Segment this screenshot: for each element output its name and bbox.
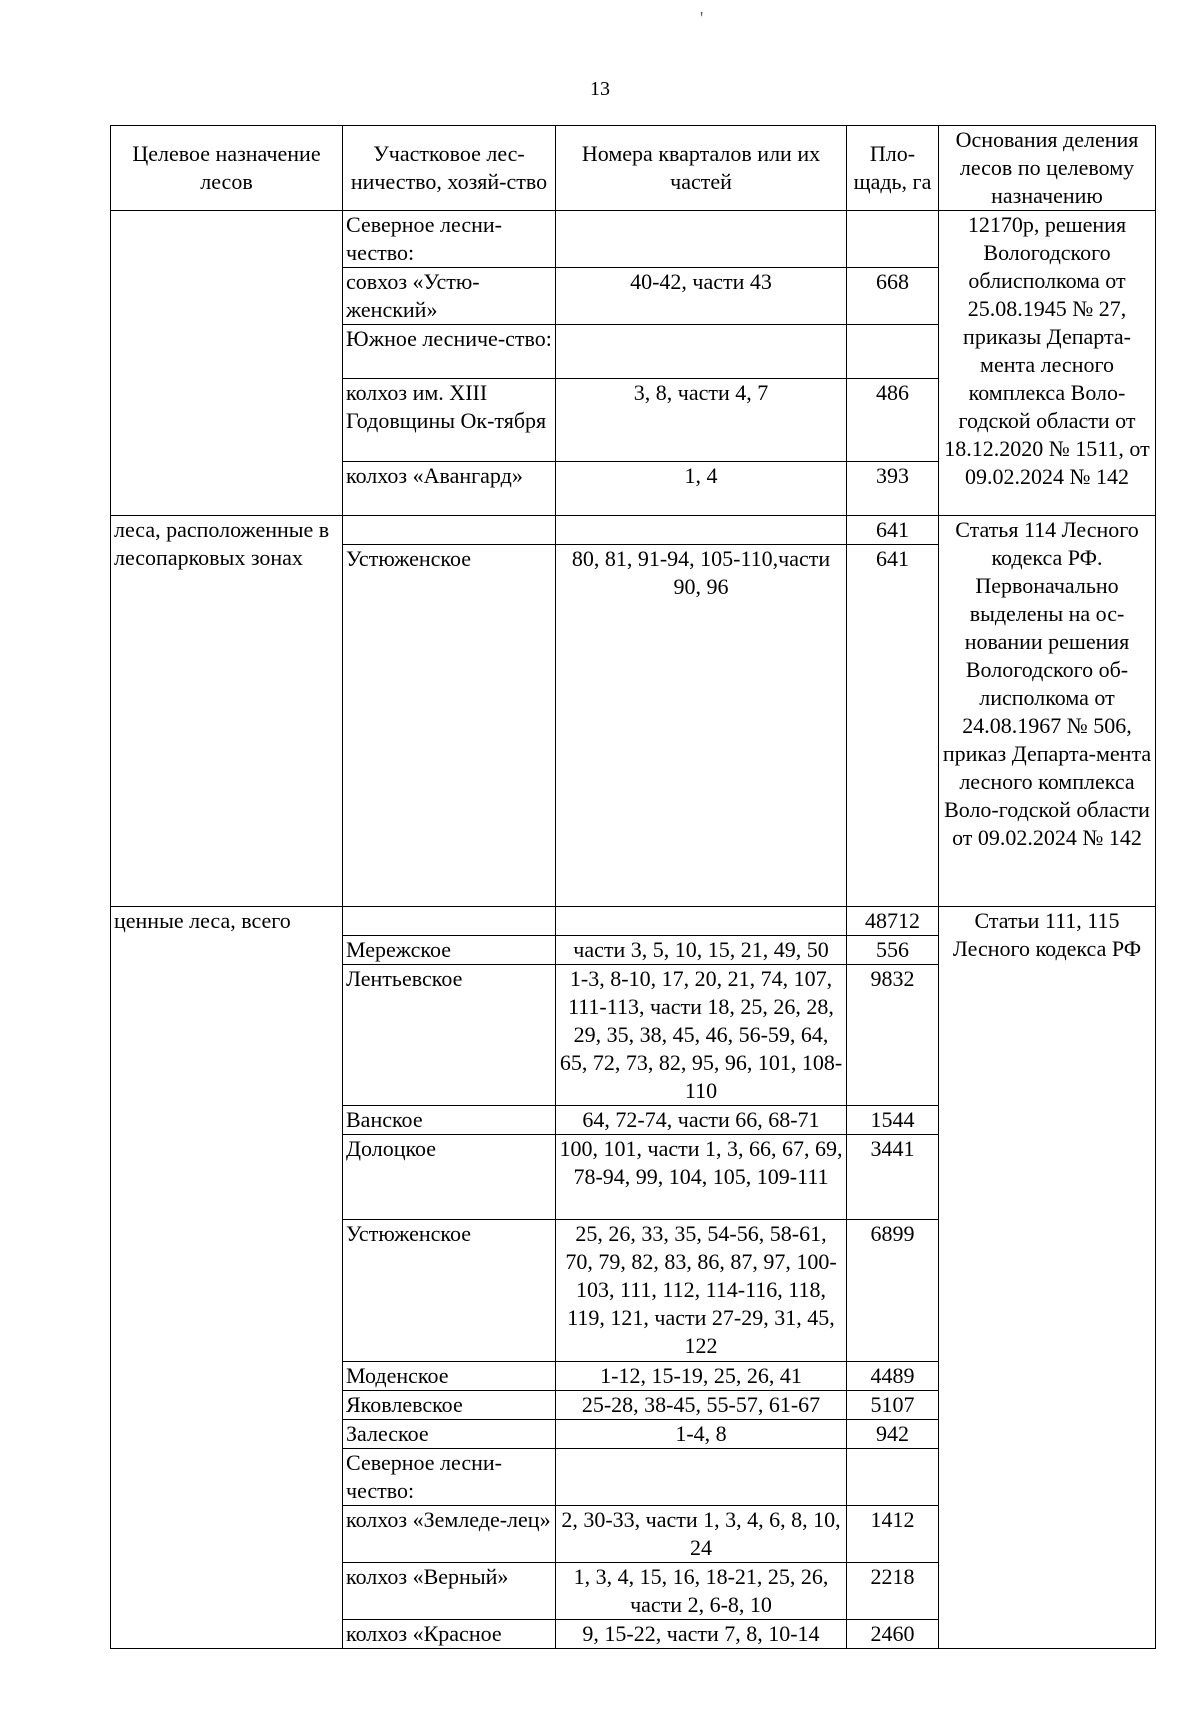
forestry-cell: Яковлевское — [343, 1391, 556, 1420]
area-cell: 556 — [847, 936, 939, 965]
forestry-cell: Залеское — [343, 1420, 556, 1449]
header-purpose: Целевое назначение лесов — [111, 126, 343, 211]
area-cell: 3441 — [847, 1135, 939, 1220]
quarters-cell — [556, 907, 847, 936]
area-cell: 4489 — [847, 1362, 939, 1391]
header-area: Пло-щадь, га — [847, 126, 939, 211]
quarters-cell — [556, 1449, 847, 1506]
area-cell: 5107 — [847, 1391, 939, 1420]
quarters-cell: 3, 8, части 4, 7 — [556, 379, 847, 462]
area-cell: 48712 — [847, 907, 939, 936]
purpose-cell — [111, 211, 343, 516]
area-cell: 2460 — [847, 1620, 939, 1649]
forestry-cell: колхоз «Верный» — [343, 1563, 556, 1620]
purpose-cell: ценные леса, всего — [111, 907, 343, 1649]
quarters-cell — [556, 516, 847, 545]
area-cell: 942 — [847, 1420, 939, 1449]
quarters-cell: 25-28, 38-45, 55-57, 61-67 — [556, 1391, 847, 1420]
forestry-cell — [343, 907, 556, 936]
area-cell: 668 — [847, 268, 939, 325]
forestry-cell: совхоз «Устю-женский» — [343, 268, 556, 325]
quarters-cell: 1, 4 — [556, 462, 847, 516]
quarters-cell: 9, 15-22, части 7, 8, 10-14 — [556, 1620, 847, 1649]
area-cell — [847, 211, 939, 268]
forestry-cell: Долоцкое — [343, 1135, 556, 1220]
area-cell: 641 — [847, 545, 939, 907]
stray-mark: ' — [700, 8, 704, 28]
quarters-cell: 1, 3, 4, 15, 16, 18-21, 25, 26, части 2, 6-8, 10 — [556, 1563, 847, 1620]
area-cell: 1544 — [847, 1106, 939, 1135]
area-cell: 2218 — [847, 1563, 939, 1620]
area-cell: 9832 — [847, 965, 939, 1106]
forestry-cell: Ванское — [343, 1106, 556, 1135]
area-cell: 6899 — [847, 1220, 939, 1362]
header-quarters: Номера кварталов или их частей — [556, 126, 847, 211]
area-cell: 393 — [847, 462, 939, 516]
forestry-cell: Устюженское — [343, 545, 556, 907]
forestry-cell: Северное лесни-чество: — [343, 1449, 556, 1506]
forestry-cell: колхоз «Земледе-лец» — [343, 1506, 556, 1563]
area-cell: 486 — [847, 379, 939, 462]
quarters-cell: 80, 81, 91-94, 105-110,части 90, 96 — [556, 545, 847, 907]
area-cell: 1412 — [847, 1506, 939, 1563]
forestry-cell: Южное лесниче-ство: — [343, 325, 556, 379]
forestry-cell: колхоз «Авангард» — [343, 462, 556, 516]
forest-purpose-table — [110, 125, 1156, 1649]
quarters-cell — [556, 211, 847, 268]
forestry-cell: Устюженское — [343, 1220, 556, 1362]
quarters-cell: 40-42, части 43 — [556, 268, 847, 325]
area-cell — [847, 1449, 939, 1506]
forestry-cell: Мережское — [343, 936, 556, 965]
quarters-cell: 1-12, 15-19, 25, 26, 41 — [556, 1362, 847, 1391]
page-number: 13 — [590, 78, 610, 100]
header-basis: Основания деления лесов по целевому назначению — [939, 126, 1156, 211]
quarters-cell: 100, 101, части 1, 3, 66, 67, 69, 78-94, 99, 104, 105, 109-111 — [556, 1135, 847, 1220]
basis-cell: Статьи 111, 115 Лесного кодекса РФ — [939, 907, 1156, 1649]
forestry-cell: Северное лесни-чество: — [343, 211, 556, 268]
quarters-cell: 2, 30-33, части 1, 3, 4, 6, 8, 10, 24 — [556, 1506, 847, 1563]
quarters-cell: 25, 26, 33, 35, 54-56, 58-61, 70, 79, 82, 83, 86, 87, 97, 100-103, 111, 112, 114-116, 118, 119, 121, части 27-29, 31, 45, 122 — [556, 1220, 847, 1362]
area-cell — [847, 325, 939, 379]
quarters-cell — [556, 325, 847, 379]
forestry-cell — [343, 516, 556, 545]
basis-cell: 12170р, решения Вологодского облисполкома от 25.08.1945 № 27, приказы Департа-мента лесного комплекса Воло-годской области от 18.12.2020 № 1511, от 09.02.2024 № 142 — [939, 211, 1156, 516]
forestry-cell: колхоз им. XIII Годовщины Ок-тября — [343, 379, 556, 462]
area-cell: 641 — [847, 516, 939, 545]
quarters-cell: 64, 72-74, части 66, 68-71 — [556, 1106, 847, 1135]
quarters-cell: 1-4, 8 — [556, 1420, 847, 1449]
forestry-cell: колхоз «Красное — [343, 1620, 556, 1649]
basis-cell: Статья 114 Лесного кодекса РФ. Первоначально выделены на ос-новании решения Вологодского об-лисполкома от 24.08.1967 № 506, приказ Департа-мента лесного комплекса Воло-годской области от 09.02.2024 № 142 — [939, 516, 1156, 907]
header-forestry: Участковое лес-ничество, хозяй-ство — [343, 126, 556, 211]
quarters-cell: части 3, 5, 10, 15, 21, 49, 50 — [556, 936, 847, 965]
quarters-cell: 1-3, 8-10, 17, 20, 21, 74, 107, 111-113, части 18, 25, 26, 28, 29, 35, 38, 45, 46, 56-59, 64, 65, 72, 73, 82, 95, 96, 101, 108-110 — [556, 965, 847, 1106]
forestry-cell: Моденское — [343, 1362, 556, 1391]
purpose-cell: леса, расположенные в лесопарковых зонах — [111, 516, 343, 907]
forestry-cell: Лентьевское — [343, 965, 556, 1106]
